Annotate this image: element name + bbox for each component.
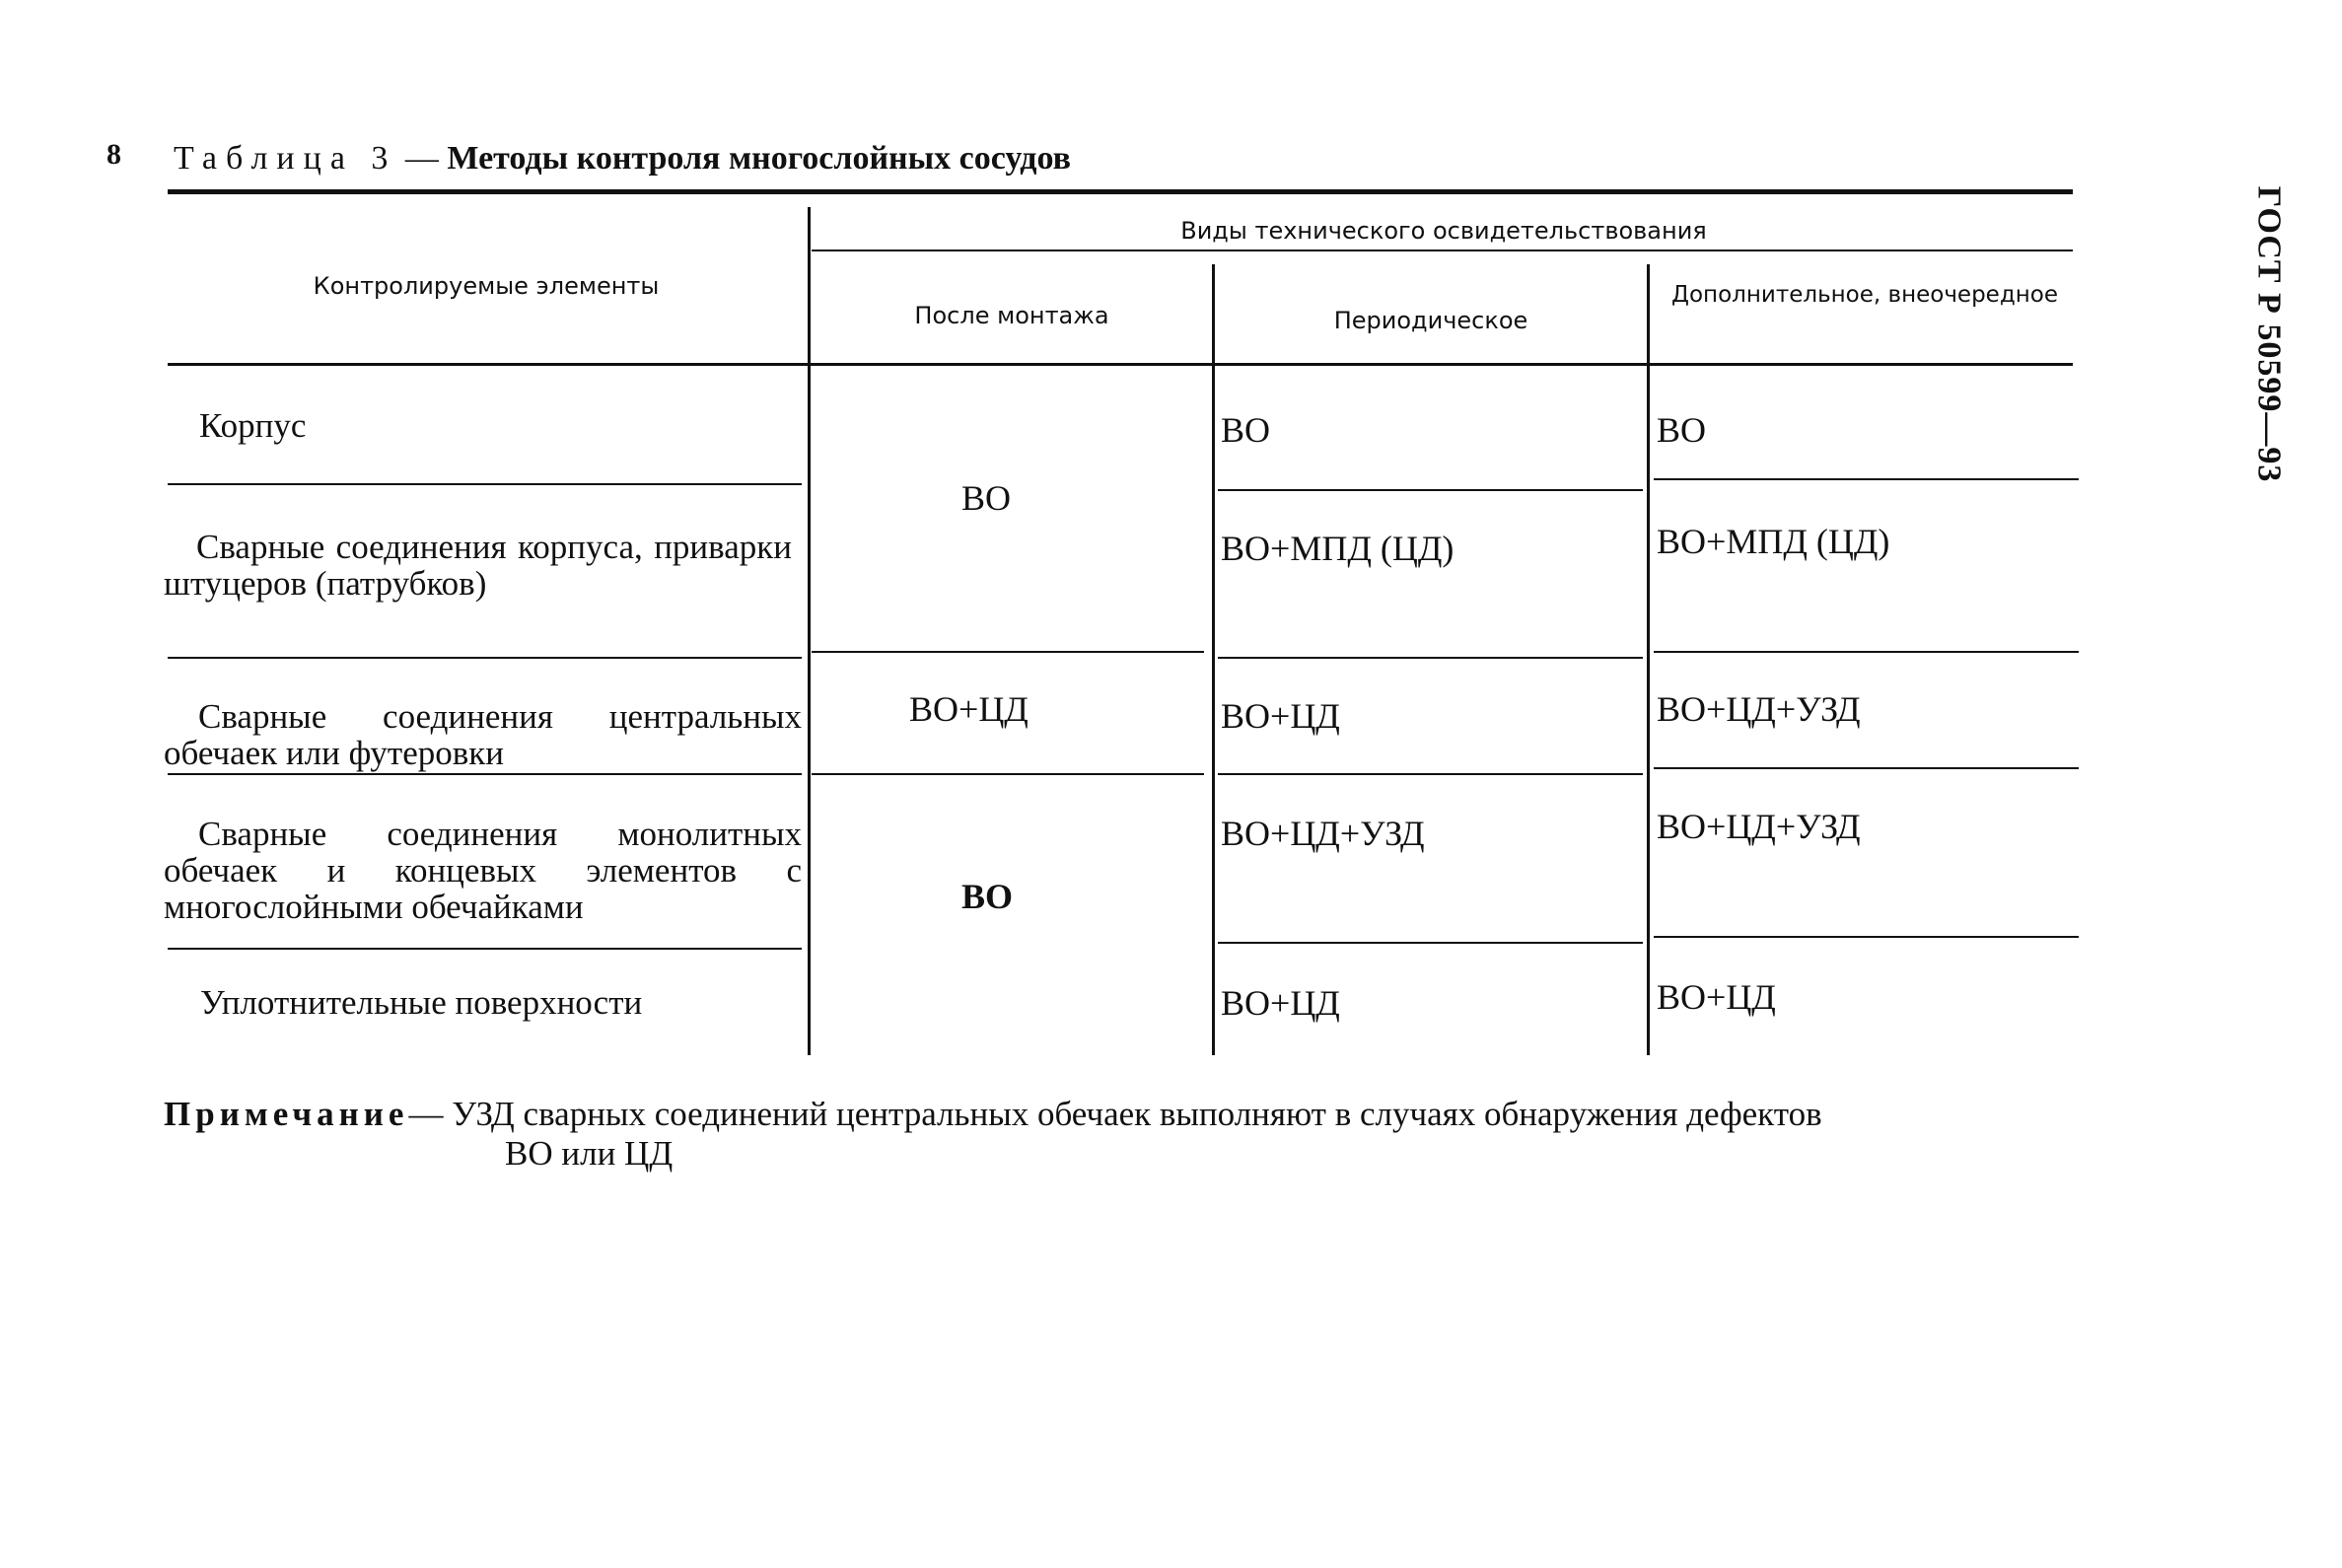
title-dash: — <box>404 140 448 177</box>
row-1-element: Корпус <box>199 406 307 445</box>
row-3-periodic: ВО+ЦД <box>1221 696 1340 736</box>
row-3-additional: ВО+ЦД+УЗД <box>1657 689 1861 729</box>
row-rule <box>1654 478 2079 480</box>
row-2-element: Сварные соединения корпуса, приварки штуцеров (патрубков) <box>164 528 792 603</box>
row-3-after-assembly: ВО+ЦД <box>909 689 1029 729</box>
note-text-line2: ВО или ЦД <box>505 1134 674 1173</box>
table-note <box>164 1095 1822 1174</box>
header-after-assembly: После монтажа <box>914 302 1109 329</box>
row-2-periodic: ВО+МПД (ЦД) <box>1221 529 1455 568</box>
table-top-rule <box>168 189 2073 194</box>
table-title-text: Методы контроля многослойных сосудов <box>447 140 1071 177</box>
header-bottom-rule <box>168 363 2073 366</box>
note-label: Примечание <box>164 1095 409 1133</box>
row-rule <box>1218 489 1643 491</box>
row-rule <box>1218 657 1643 659</box>
column-rule <box>1212 264 1215 1055</box>
row-4-periodic: ВО+ЦД+УЗД <box>1221 814 1425 853</box>
row-rule <box>1654 936 2079 938</box>
column-rule <box>808 207 811 1055</box>
header-additional <box>1653 281 2077 310</box>
merged-after-assembly-1: ВО <box>961 478 1012 518</box>
row-rule <box>168 657 802 659</box>
row-rule <box>168 948 802 950</box>
table-label: Таблица 3 <box>174 140 397 177</box>
row-5-periodic: ВО+ЦД <box>1221 983 1340 1023</box>
header-periodic: Периодическое <box>1333 307 1528 334</box>
page-number: 8 <box>106 138 121 171</box>
row-1-periodic: ВО <box>1221 410 1271 450</box>
row-rule <box>1654 651 2079 653</box>
row-2-additional: ВО+МПД (ЦД) <box>1657 522 1890 561</box>
row-4-additional: ВО+ЦД+УЗД <box>1657 807 1861 846</box>
row-5-additional: ВО+ЦД <box>1657 977 1776 1017</box>
row-rule <box>1218 942 1643 944</box>
document-code: ГОСТ Р 50599—93 <box>2250 185 2288 483</box>
row-5-element: Уплотнительные поверхности <box>200 983 643 1022</box>
row-4-element: Сварные соединения монолитных обечаек и концевых элементов с многослойными обечайками <box>164 815 802 926</box>
table-title <box>174 140 1071 178</box>
merged-after-assembly-2: ВО <box>961 877 1014 916</box>
row-rule <box>812 651 1204 653</box>
row-3-element: Сварные соединения центральных обечаек или футеровки <box>164 697 802 772</box>
group-header-rule <box>812 249 2073 251</box>
note-text-line1: УЗД сварных соединений центральных обечаек выполняют в случаях обнаружения дефектов <box>452 1095 1822 1133</box>
row-rule <box>1654 767 2079 769</box>
row-rule <box>1218 773 1643 775</box>
header-inspection-types: Виды технического освидетельствования <box>1180 217 1707 245</box>
row-rule <box>168 773 802 775</box>
row-1-additional: ВО <box>1657 410 1707 450</box>
column-rule <box>1647 264 1650 1055</box>
header-elements: Контролируемые элементы <box>313 272 660 300</box>
row-rule <box>168 483 802 485</box>
note-dash: — <box>408 1095 444 1133</box>
header-additional-text: Дополнительное, внеочередное <box>1671 282 2058 308</box>
row-rule <box>812 773 1204 775</box>
